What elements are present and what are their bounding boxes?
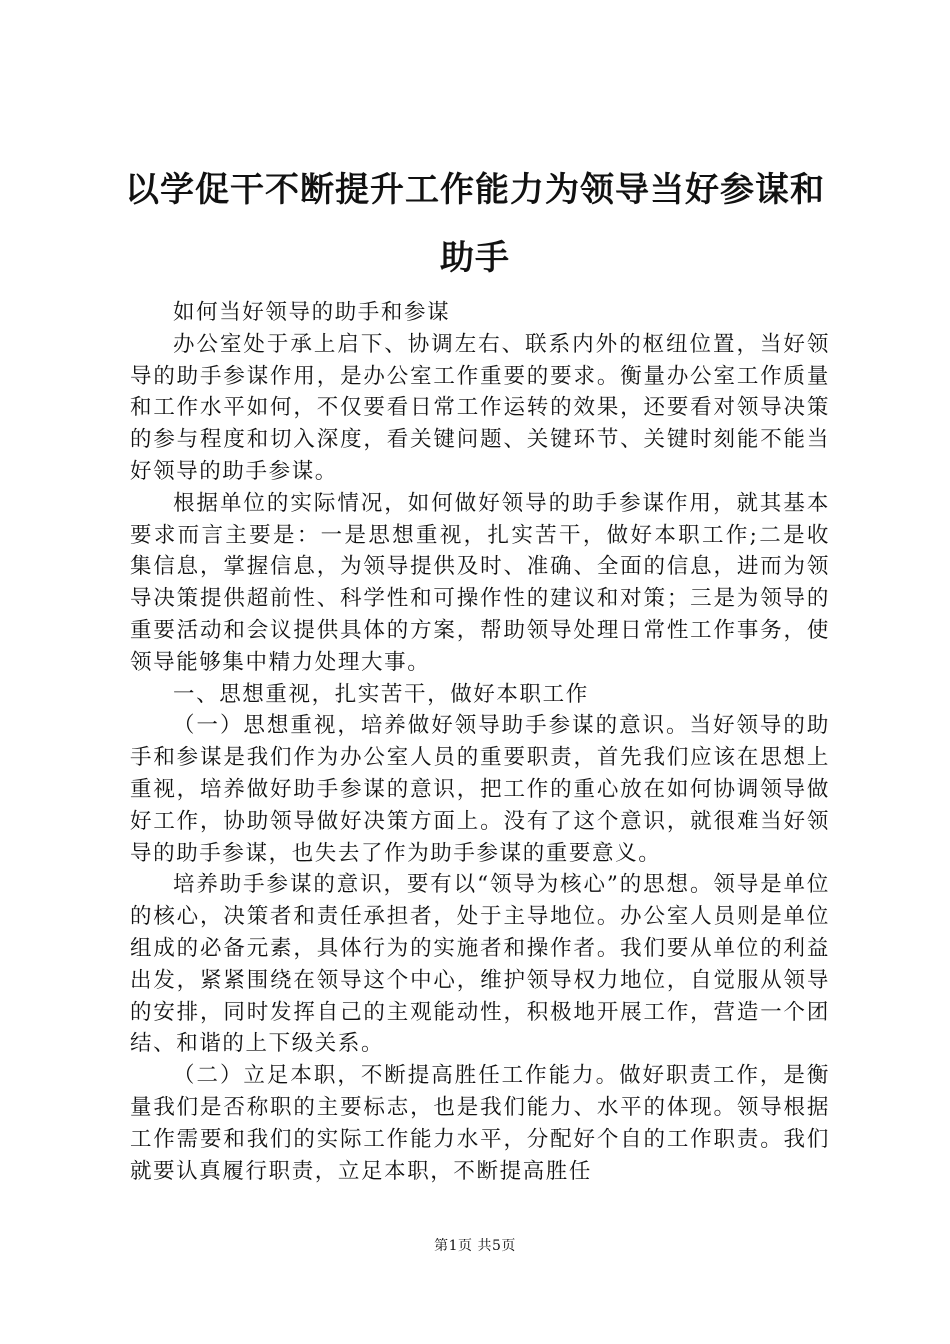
paragraph-core-thinking: 培养助手参谋的意识，要有以“领导为核心”的思想。领导是单位的核心，决策者和责任承担者，处于主导地位。办公室人员则是单位组成的必备元素，具体行为的实施者和操作者。我们要从单位的利益出发，紧紧围绕在领导这个中心，维护领导权力地位，自觉服从领导的安排，同时发挥自己的主观能动性，积极地开展工作，营造一个团结、和谐的上下级关系。: [130, 872, 830, 1057]
paragraph-subtitle: 如何当好领导的助手和参谋: [173, 300, 451, 325]
page-footer: 第1页 共5页: [434, 1238, 516, 1254]
paragraph-requirements: 根据单位的实际情况，如何做好领导的助手参谋作用，就其基本要求而言主要是：一是思想重视，扎实苦干，做好本职工作;二是收集信息，掌握信息，为领导提供及时、准确、全面的信息，进而为领导决策提供超前性、科学性和可操作性的建议和对策；三是为领导的重要活动和会议提供具体的方案，帮助领导处理日常性工作事务，使领导能够集中精力处理大事。: [130, 490, 830, 675]
paragraph-item-1: （一）思想重视，培养做好领导助手参谋的意识。当好领导的助手和参谋是我们作为办公室人员的重要职责，首先我们应该在思想上重视，培养做好助手参谋的意识，把工作的重心放在如何协调领导做好工作，协助领导做好决策方面上。没有了这个意识，就很难当好领导的助手参谋，也失去了作为助手参谋的重要意义。: [130, 713, 830, 866]
paragraph-intro: 办公室处于承上启下、协调左右、联系内外的枢纽位置，当好领导的助手参谋作用，是办公室工作重要的要求。衡量办公室工作质量和工作水平如何，不仅要看日常工作运转的效果，还要看对领导决策的参与程度和切入深度，看关键问题、关键环节、关键时刻能不能当好领导的助手参谋。: [130, 331, 830, 484]
section-heading-1: 一、思想重视，扎实苦干，做好本职工作: [173, 681, 589, 707]
document-body: [130, 297, 830, 1187]
paragraph-item-2: （二）立足本职，不断提高胜任工作能力。做好职责工作，是衡量我们是否称职的主要标志，也是我们能力、水平的体现。领导根据工作需要和我们的实际工作能力水平，分配好个自的工作职责。我们就要认真履行职责，立足本职，不断提高胜任: [130, 1063, 830, 1184]
document-title: 以学促干不断提升工作能力为领导当好参谋和助手: [125, 170, 825, 278]
